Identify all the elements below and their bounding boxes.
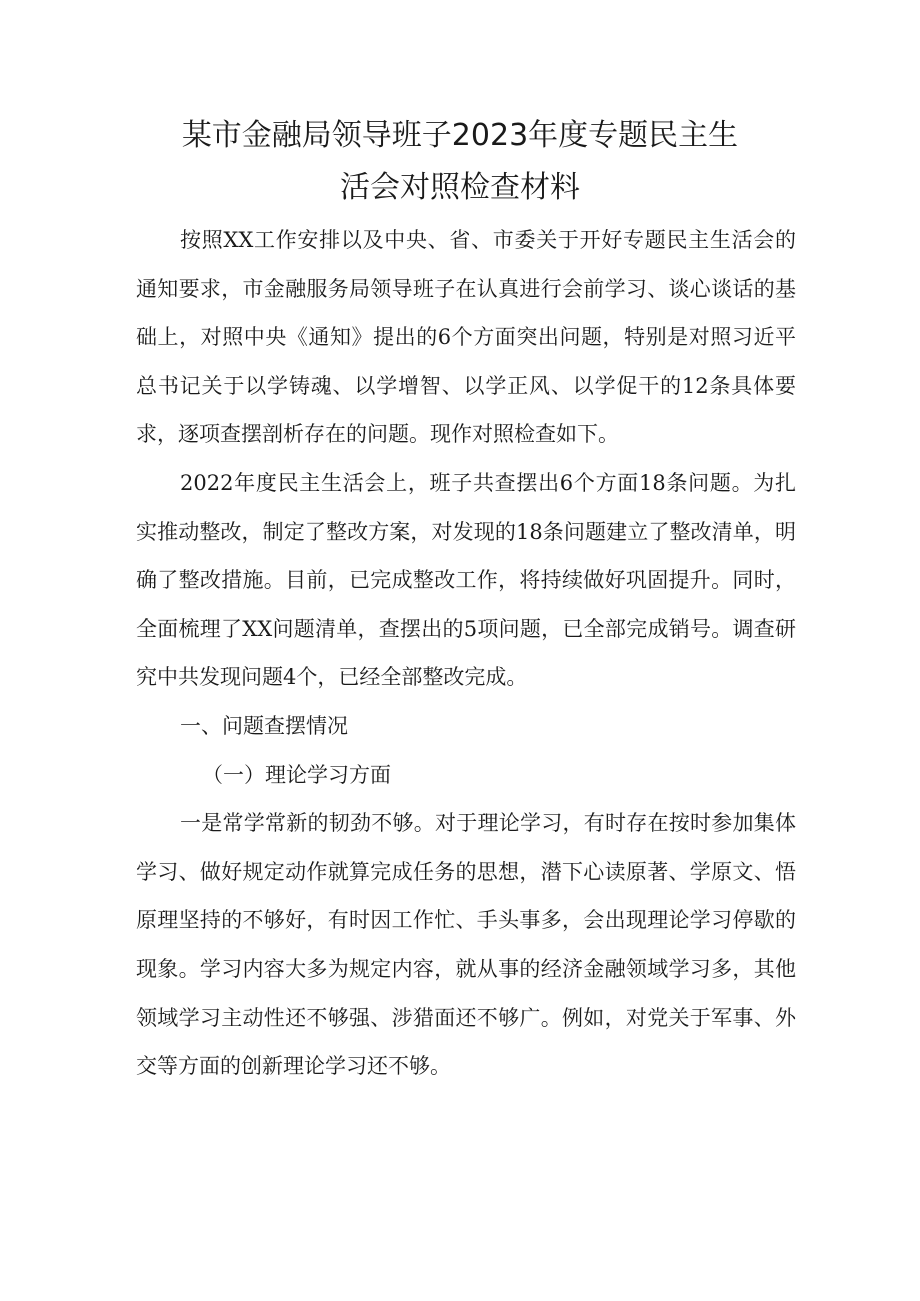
subsection-heading: （一）理论学习方面 <box>202 762 391 787</box>
document-body <box>136 216 796 1091</box>
intro-paragraph: 按照XX工作安排以及中央、省、市委关于开好专题民主生活会的通知要求，市金融服务局领导班子在认真进行会前学习、谈心谈话的基础上，对照中央《通知》提出的6个方面突出问题，特别是对照习近平总书记关于以学铸魂、以学增智、以学正风、以学促干的12条具体要求，逐项查摆剖析存在的问题。现作对照检查如下。 <box>136 228 796 447</box>
title-line-1: 某市金融局领导班子2023年度专题民主生 <box>181 118 739 153</box>
document-title <box>140 110 780 214</box>
rectification-paragraph: 2022年度民主生活会上，班子共查摆出6个方面18条问题。为扎实推动整改，制定了整改方案，对发现的18条问题建立了整改清单，明确了整改措施。目前，已完成整改工作，将持续做好巩固提升。同时，全面梳理了XX问题清单，查摆出的5项问题，已全部完成销号。调查研究中共发现问题4个，已经全部整改完成。 <box>136 470 796 690</box>
title-line-2: 活会对照检查材料 <box>340 170 580 205</box>
theory-study-paragraph: 一是常学常新的韧劲不够。对于理论学习，有时存在按时参加集体学习、做好规定动作就算完成任务的思想，潜下心读原著、学原文、悟原理坚持的不够好，有时因工作忙、手头事多，会出现理论学习停歇的现象。学习内容大多为规定内容，就从事的经济金融领域学习多，其他领域学习主动性还不够强、涉猎面还不够广。例如，对党关于军事、外交等方面的创新理论学习还不够。 <box>136 811 796 1079</box>
section-heading: 一、问题查摆情况 <box>180 713 348 738</box>
